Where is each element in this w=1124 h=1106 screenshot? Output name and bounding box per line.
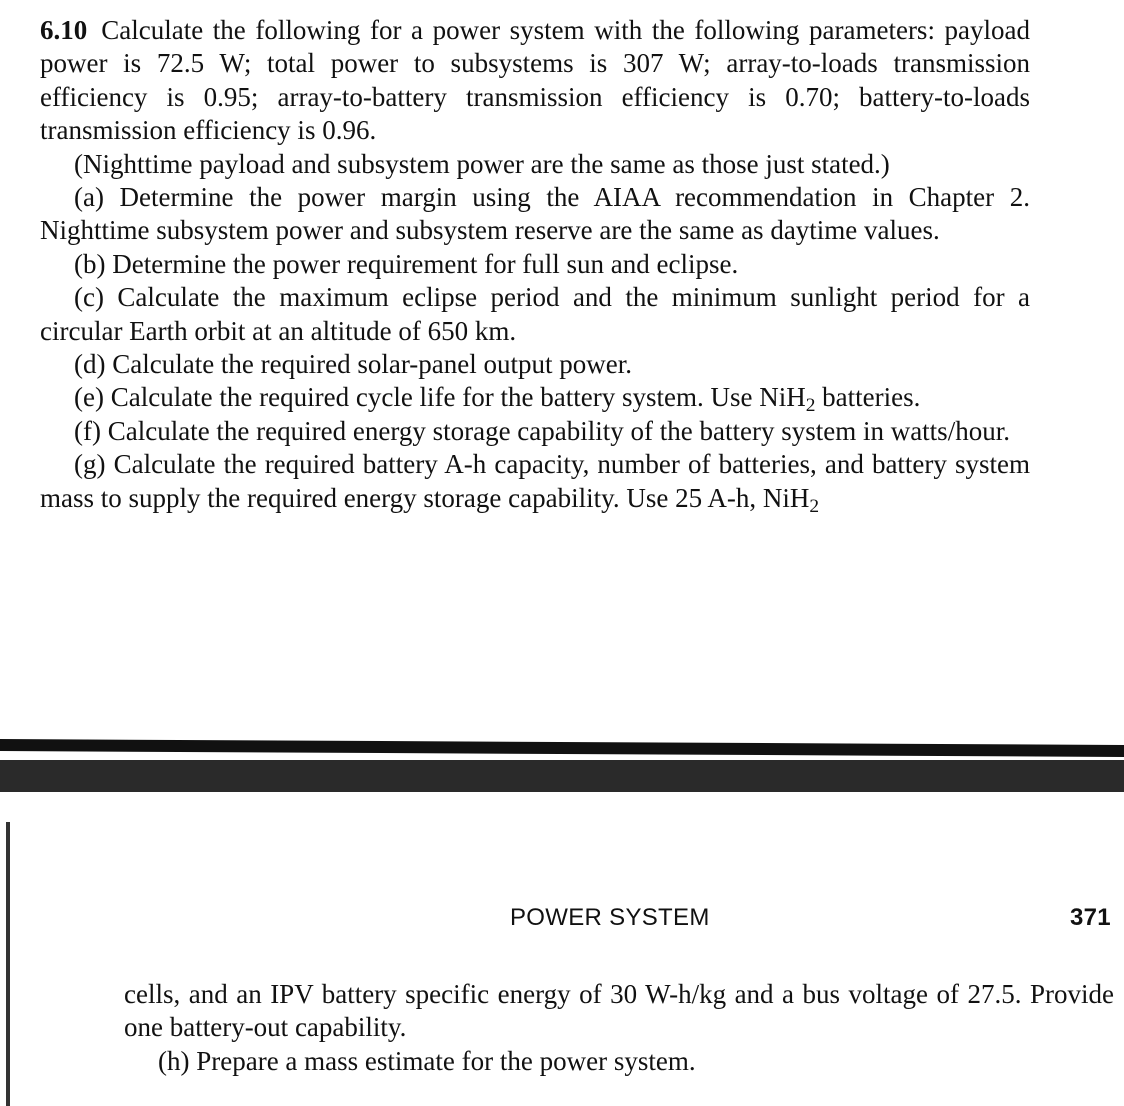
part-e bbox=[40, 381, 1030, 417]
problem-number: 6.10 bbox=[40, 15, 88, 45]
problem-note: (Nighttime payload and subsystem power are the same as those just stated.) bbox=[74, 148, 890, 179]
part-g bbox=[40, 448, 1030, 515]
part-b: (b) Determine the power requirement for full sun and eclipse. bbox=[74, 248, 739, 279]
problem-intro bbox=[40, 14, 1030, 148]
part-e-subscript: 2 bbox=[805, 395, 816, 417]
part-a: (a) Determine the power margin using the AIAA recommendation in Chapter 2. Nighttime subsystem power and subsystem reserve are the same as daytime values. bbox=[40, 182, 1030, 246]
running-head-title: POWER SYSTEM bbox=[510, 904, 710, 931]
continuation-text bbox=[124, 978, 1114, 1078]
problem-intro-text: Calculate the following for a power system with the following parameters: payload power is 72.5 W; total power to subsystems is 307 W; array-to-loads transmission efficiency is 0.95; array-to-battery transmission efficiency is 0.70; battery-to-loads transmission efficiency is 0.96. bbox=[40, 15, 1030, 146]
part-d: (d) Calculate the required solar-panel output power. bbox=[74, 349, 633, 380]
problem-text bbox=[40, 14, 1030, 515]
continuation-paragraph: cells, and an IPV battery specific energy of 30 W-h/kg and a bus voltage of 27.5. Provide one battery-out capability. bbox=[124, 979, 1114, 1043]
part-g-subscript: 2 bbox=[809, 495, 820, 517]
part-e-tail: batteries. bbox=[815, 382, 921, 413]
part-e-text: (e) Calculate the required cycle life for the battery system. Use NiH bbox=[74, 382, 806, 413]
part-f: (f) Calculate the required energy storage capability of the battery system in watts/hour. bbox=[74, 415, 1010, 446]
part-g-text: (g) Calculate the required battery A-h capacity, number of batteries, and battery system mass to supply the required energy storage capability. Use 25 A-h, NiH bbox=[40, 449, 1030, 513]
page-number: 371 bbox=[1070, 904, 1111, 931]
part-c: (c) Calculate the maximum eclipse period and the minimum sunlight period for a circular Earth orbit at an altitude of 650 km. bbox=[40, 282, 1030, 346]
part-h: (h) Prepare a mass estimate for the power system. bbox=[158, 1045, 696, 1076]
page-divider-thick bbox=[0, 760, 1124, 792]
binding-edge bbox=[6, 822, 10, 1106]
